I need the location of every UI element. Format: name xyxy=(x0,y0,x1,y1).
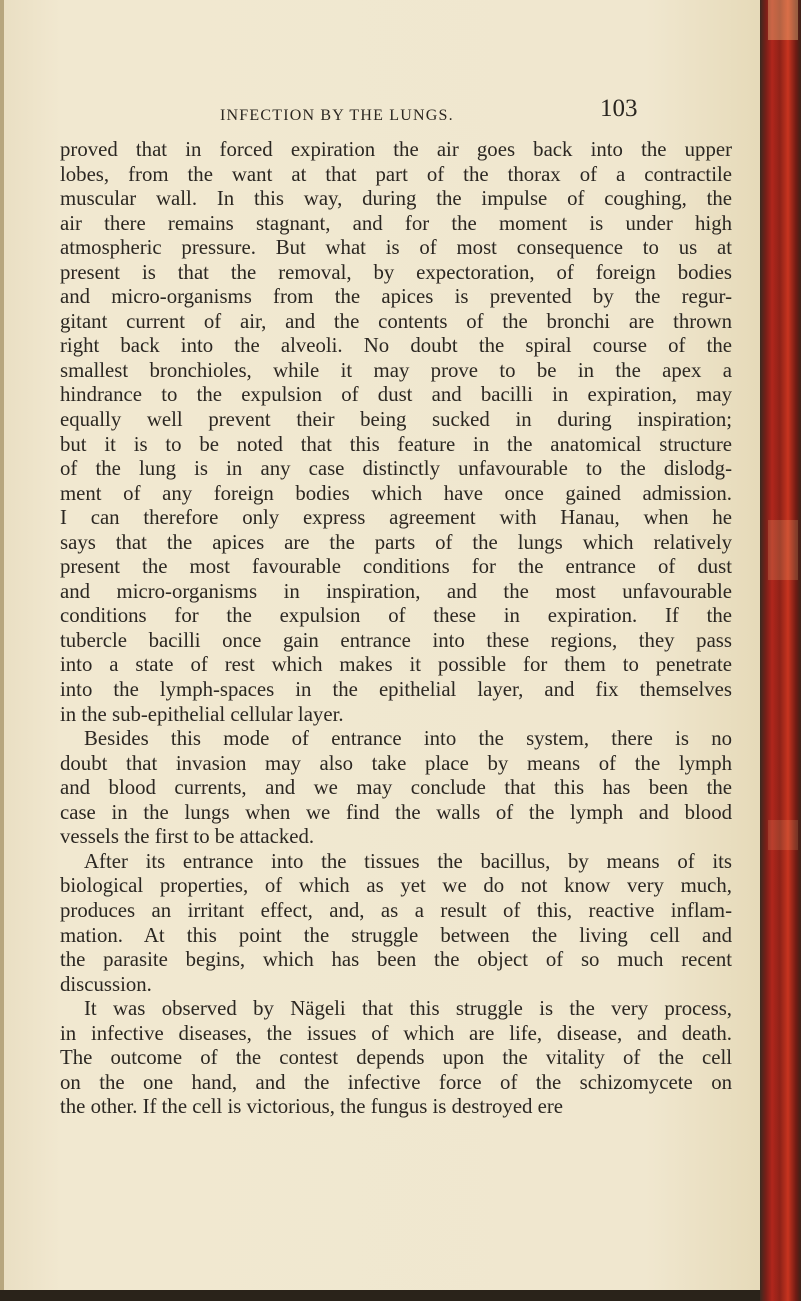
text-line: The outcome of the contest depends upon the vitality of the cell xyxy=(60,1046,732,1070)
page-header xyxy=(0,95,760,129)
page-bottom-edge xyxy=(0,1290,760,1301)
text-line: I can therefore only express agreement with Hanau, when he xyxy=(60,506,732,530)
text-line: into a state of rest which makes it possible for them to penetrate xyxy=(60,653,732,677)
text-line: and micro-organisms in inspiration, and the most unfavourable xyxy=(60,579,732,603)
text-line: smallest bronchioles, while it may prove to be in the apex a xyxy=(60,358,732,382)
page-number: 103 xyxy=(600,95,638,122)
text-line: on the one hand, and the infective force of the schizomycete on xyxy=(60,1070,732,1094)
paragraph xyxy=(60,727,732,850)
text-line: present the most favourable conditions for the entrance of dust xyxy=(60,555,732,579)
text-line: discussion. xyxy=(60,972,152,996)
text-line: the parasite begins, which has been the object of so much recent xyxy=(60,948,732,972)
paragraph xyxy=(60,138,732,727)
text-line: mation. At this point the struggle between the living cell and xyxy=(60,923,732,947)
text-line: tubercle bacilli once gain entrance into these regions, they pass xyxy=(60,628,732,652)
text-line: of the lung is in any case distinctly unfavourable to the dislodg- xyxy=(60,457,732,481)
text-line: doubt that invasion may also take place by means of the lymph xyxy=(60,751,732,775)
text-line: and micro-organisms from the apices is prevented by the regur- xyxy=(60,285,732,309)
text-line: the other. If the cell is victorious, the fungus is destroyed ere xyxy=(60,1095,564,1119)
text-line: in the sub-epithelial cellular layer. xyxy=(60,702,344,726)
running-head: INFECTION BY THE LUNGS. xyxy=(220,107,454,124)
text-line: proved that in forced expiration the air goes back into the upper xyxy=(60,138,732,161)
paragraph xyxy=(60,997,732,1120)
text-line: muscular wall. In this way, during the impulse of coughing, the xyxy=(60,187,732,211)
book-fore-edge xyxy=(760,0,801,1301)
text-line: and blood currents, and we may conclude that this has been the xyxy=(60,776,732,800)
text-line: conditions for the expulsion of these in expiration. If the xyxy=(60,604,732,628)
text-line: ment of any foreign bodies which have once gained admission. xyxy=(60,481,732,505)
text-line: produces an irritant effect, and, as a result of this, reactive inflam- xyxy=(60,898,732,922)
text-line: case in the lungs when we find the walls of the lymph and blood xyxy=(60,800,732,824)
text-line: It was observed by Nägeli that this struggle is the very process, xyxy=(84,997,732,1021)
text-line: says that the apices are the parts of the lungs which relatively xyxy=(60,530,732,554)
text-line: but it is to be noted that this feature in the anatomical structure xyxy=(60,432,732,456)
text-line: equally well prevent their being sucked in during inspiration; xyxy=(60,408,732,432)
paragraph xyxy=(60,850,732,997)
text-line: Besides this mode of entrance into the system, there is no xyxy=(84,727,732,751)
page-left-edge xyxy=(0,0,4,1301)
text-line: atmospheric pressure. But what is of most consequence to us at xyxy=(60,236,732,260)
text-line: air there remains stagnant, and for the moment is under high xyxy=(60,211,732,235)
text-line: right back into the alveoli. No doubt the spiral course of the xyxy=(60,334,732,358)
text-line: into the lymph-spaces in the epithelial layer, and fix themselves xyxy=(60,678,732,702)
text-line: vessels the first to be attacked. xyxy=(60,825,315,849)
body-text xyxy=(60,138,732,1120)
text-line: in infective diseases, the issues of which are life, disease, and death. xyxy=(60,1021,732,1045)
text-line: After its entrance into the tissues the bacillus, by means of its xyxy=(84,849,732,873)
text-line: biological properties, of which as yet we do not know very much, xyxy=(60,874,732,898)
text-line: gitant current of air, and the contents of the bronchi are thrown xyxy=(60,309,732,333)
text-line: hindrance to the expulsion of dust and bacilli in expiration, may xyxy=(60,383,732,407)
text-line: present is that the removal, by expectoration, of foreign bodies xyxy=(60,260,732,284)
text-line: lobes, from the want at that part of the thorax of a contractile xyxy=(60,162,732,186)
